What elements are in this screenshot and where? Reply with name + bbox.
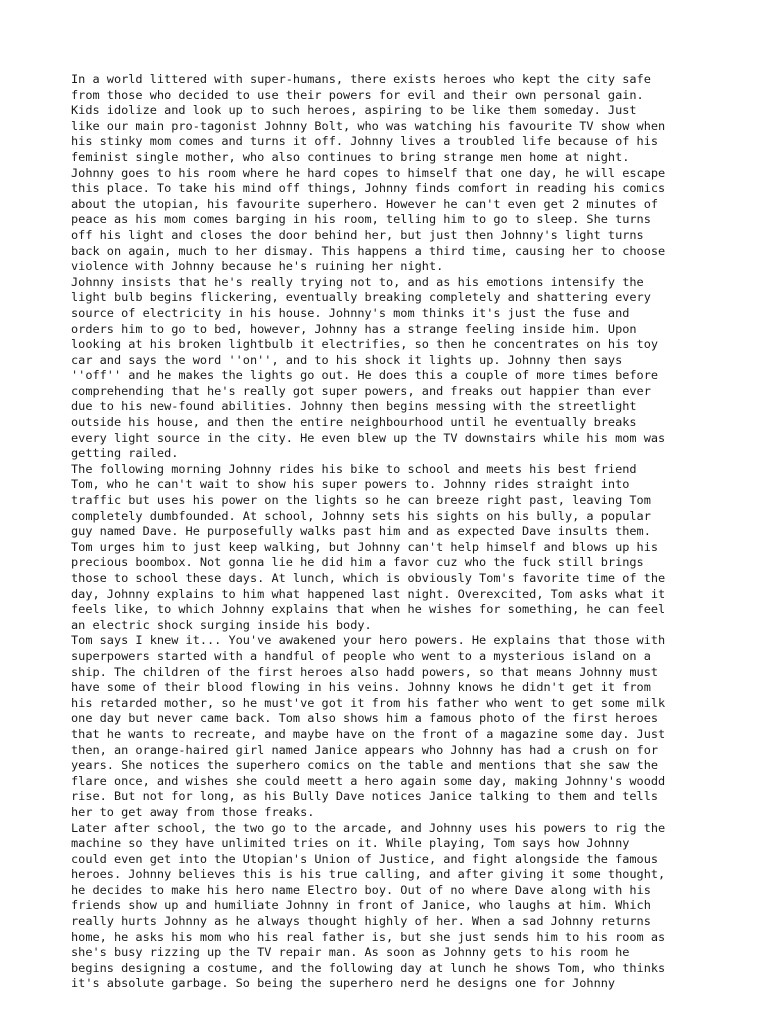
text-line: looking at his broken lightbulb it electrifies, so then he concentrates on his toy (71, 337, 659, 352)
text-line: Kids idolize and look up to such heroes, aspiring to be like them someday. Just (71, 103, 637, 118)
text-line: Johnny insists that he's really trying not to, and as his emotions intensify the (71, 274, 644, 289)
text-line: rise. But not for long, as his Bully Dave notices Janice talking to them and tells (71, 789, 659, 804)
text-line: begins designing a costume, and the following day at lunch he shows Tom, who thinks (71, 960, 666, 975)
text-line: like our main pro-tagonist Johnny Bolt, who was watching his favourite TV show when (71, 118, 666, 133)
text-line: superpowers started with a handful of people who went to a mysterious island on a (71, 648, 651, 663)
text-line: guy named Dave. He purposefully walks past him and as expected Dave insults them. (71, 524, 651, 539)
text-line: off his light and closes the door behind her, but just then Johnny's light turns (71, 227, 644, 242)
text-line: orders him to go to bed, however, Johnny has a strange feeling inside him. Upon (71, 321, 637, 336)
text-line: this place. To take his mind off things, Johnny finds comfort in reading his comics (71, 181, 666, 196)
text-line: due to his new-found abilities. Johnny then begins messing with the streetlight (71, 399, 637, 414)
text-line: her to get away from those freaks. (71, 804, 315, 819)
text-line: source of electricity in his house. Johnny's mom thinks it's just the fuse and (71, 305, 630, 320)
text-line: one day but never came back. Tom also shows him a famous photo of the first heroes (71, 711, 659, 726)
text-line: friends show up and humiliate Johnny in front of Janice, who laughs at him. Which (71, 898, 651, 913)
text-line: violence with Johnny because he's ruining her night. (71, 259, 444, 274)
text-line: he decides to make his hero name Electro boy. Out of no where Dave along with his (71, 882, 651, 897)
text-line: heroes. Johnny believes this is his true calling, and after giving it some thought, (71, 867, 666, 882)
text-line: his stinky mom comes and turns it off. Johnny lives a troubled life because of his (71, 134, 659, 149)
text-line: comprehending that he's really got super powers, and freaks out happier than ever (71, 383, 651, 398)
text-line: about the utopian, his favourite superhero. However he can't even get 2 minutes of (71, 196, 659, 211)
text-line: Tom urges him to just keep walking, but Johnny can't help himself and blows up his (71, 539, 659, 554)
text-line: traffic but uses his power on the lights so he can breeze right past, leaving Tom (71, 493, 651, 508)
text-line: feels like, to which Johnny explains that when he wishes for something, he can feel (71, 602, 666, 617)
text-line: that he wants to recreate, and maybe have on the front of a magazine some day. Just (71, 726, 666, 741)
text-line: home, he asks his mom who his real father is, but she just sends him to his room as (71, 929, 666, 944)
text-line: light bulb begins flickering, eventually breaking completely and shattering every (71, 290, 651, 305)
text-line: an electric shock surging inside his body. (71, 617, 372, 632)
text-line: his retarded mother, so he must've got it from his father who went to get some milk (71, 695, 666, 710)
text-line: from those who decided to use their powers for evil and their own personal gain. (71, 87, 644, 102)
text-line: completely dumbfounded. At school, Johnny sets his sights on his bully, a popular (71, 508, 651, 523)
text-line: she's busy rizzing up the TV repair man. As soon as Johnny gets to his room he (71, 945, 630, 960)
text-line: machine so they have unlimited tries on it. While playing, Tom says how Johnny (71, 836, 630, 851)
text-line: precious boombox. Not gonna lie he did him a favor cuz who the fuck still brings (71, 555, 644, 570)
text-line: day, Johnny explains to him what happened last night. Overexcited, Tom asks what it (71, 586, 666, 601)
text-line: car and says the word ''on'', and to his shock it lights up. Johnny then says (71, 352, 623, 367)
text-line: ''off'' and he makes the lights go out. He does this a couple of more times before (71, 368, 659, 383)
text-line: have some of their blood flowing in his veins. Johnny knows he didn't get it from (71, 680, 651, 695)
text-line: back on again, much to her dismay. This happens a third time, causing her to choose (71, 243, 666, 258)
text-line: outside his house, and then the entire neighbourhood until he eventually breaks (71, 415, 637, 430)
text-line: every light source in the city. He even blew up the TV downstairs while his mom was (71, 430, 666, 445)
text-line: those to school these days. At lunch, which is obviously Tom's favorite time of the (71, 571, 666, 585)
text-line: ship. The children of the first heroes also hadd powers, so that means Johnny must (71, 664, 659, 679)
document-body (71, 72, 711, 992)
text-line: flare once, and wishes she could meett a hero again some day, making Johnny's woodd (71, 773, 666, 788)
text-line: could even get into the Utopian's Union of Justice, and fight alongside the famous (71, 851, 659, 866)
text-line: getting railed. (71, 446, 179, 461)
text-line: years. She notices the superhero comics on the table and mentions that she saw the (71, 758, 659, 773)
text-line: Tom says I knew it... You've awakened your hero powers. He explains that those with (71, 633, 666, 648)
text-line: then, an orange-haired girl named Janice appears who Johnny has had a crush on for (71, 742, 659, 757)
text-line: feminist single mother, who also continues to bring strange men home at night. (71, 149, 630, 164)
text-line: The following morning Johnny rides his bike to school and meets his best friend (71, 461, 637, 476)
text-line: In a world littered with super-humans, there exists heroes who kept the city safe (71, 72, 651, 86)
text-line: really hurts Johnny as he always thought highly of her. When a sad Johnny returns (71, 914, 651, 929)
text-line: Johnny goes to his room where he hard copes to himself that one day, he will escape (71, 165, 666, 180)
text-line: Tom, who he can't wait to show his super powers to. Johnny rides straight into (71, 477, 630, 492)
text-line: Later after school, the two go to the arcade, and Johnny uses his powers to rig the (71, 820, 666, 835)
text-line: it's absolute garbage. So being the superhero nerd he designs one for Johnny (71, 976, 616, 991)
text-line: peace as his mom comes barging in his room, telling him to go to sleep. She turns (71, 212, 651, 227)
